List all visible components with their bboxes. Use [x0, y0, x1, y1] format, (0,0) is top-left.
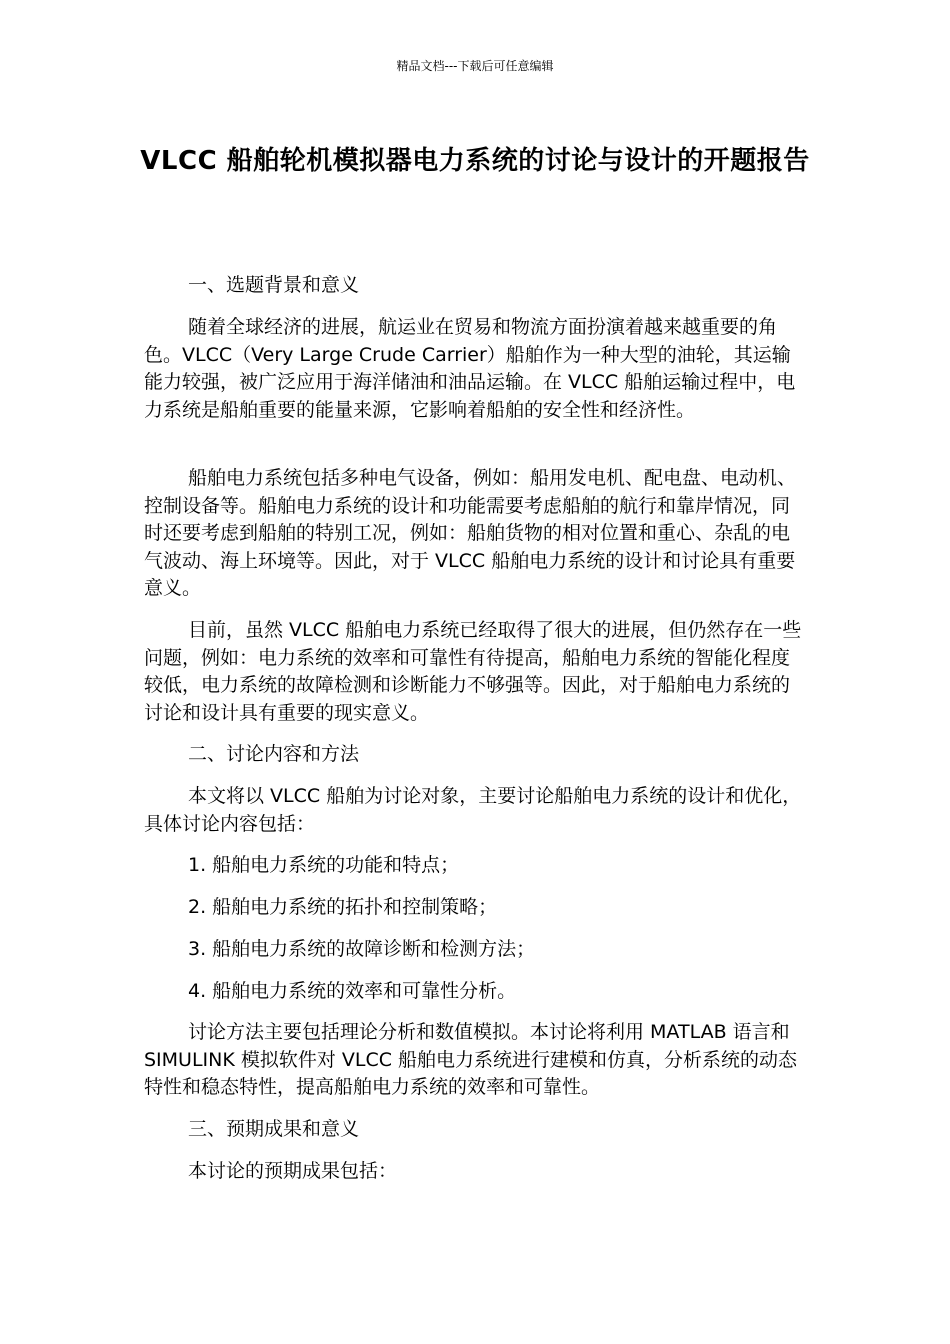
list-item-3-block — [144, 936, 804, 964]
paragraph-methods-intro — [144, 783, 804, 838]
section-heading: 三、预期成果和意义 — [188, 1118, 360, 1140]
header-note: 精品文档---下载后可任意编辑 — [396, 59, 554, 73]
section-heading-results — [144, 1116, 804, 1144]
list-item-1-block — [144, 852, 804, 880]
document-title: VLCC 船舶轮机模拟器电力系统的讨论与设计的开题报告 — [140, 146, 810, 176]
paragraph-methods — [144, 1019, 804, 1102]
paragraph: 本文将以 VLCC 船舶为讨论对象，主要讨论船舶电力系统的设计和优化，具体讨论内容包括： — [144, 785, 802, 835]
paragraph-background-1 — [144, 314, 804, 424]
list-item: 2. 船舶电力系统的拓扑和控制策略； — [188, 896, 498, 918]
section-heading: 二、讨论内容和方法 — [188, 743, 360, 765]
paragraph-background-3 — [144, 617, 804, 727]
section-heading: 一、选题背景和意义 — [188, 274, 360, 296]
list-item-4-block — [144, 978, 804, 1006]
paragraph: 本讨论的预期成果包括： — [188, 1160, 398, 1182]
section-heading-background — [144, 272, 804, 300]
list-item: 4. 船舶电力系统的效率和可靠性分析。 — [188, 980, 517, 1002]
paragraph: 讨论方法主要包括理论分析和数值模拟。本讨论将利用 MATLAB 语言和 SIMULINK 模拟软件对 VLCC 船舶电力系统进行建模和仿真，分析系统的动态特性和稳态特性，提高船舶电力系统的效率和可靠性。 — [144, 1021, 798, 1099]
section-heading-methods — [144, 741, 804, 769]
list-item: 3. 船舶电力系统的故障诊断和检测方法； — [188, 938, 536, 960]
list-item-2-block — [144, 894, 804, 922]
paragraph: 目前，虽然 VLCC 船舶电力系统已经取得了很大的进展，但仍然存在一些问题，例如：电力系统的效率和可靠性有待提高，船舶电力系统的智能化程度较低，电力系统的故障检测和诊断能力不够强等。因此，对于船舶电力系统的讨论和设计具有重要的现实意义。 — [144, 619, 802, 724]
paragraph: 随着全球经济的进展，航运业在贸易和物流方面扮演着越来越重要的角色。VLCC（Very Large Crude Carrier）船舶作为一种大型的油轮，其运输能力较强，被广泛应用于海洋储油和油品运输。在 VLCC 船舶运输过程中，电力系统是船舶重要的能量来源，它影响着船舶的安全性和经济性。 — [144, 316, 796, 421]
paragraph-results-intro — [144, 1158, 804, 1186]
paragraph: 船舶电力系统包括多种电气设备，例如：船用发电机、配电盘、电动机、控制设备等。船舶电力系统的设计和功能需要考虑船舶的航行和靠岸情况，同时还要考虑到船舶的特别工况，例如：船舶货物的相对位置和重心、杂乱的电气波动、海上环境等。因此，对于 VLCC 船舶电力系统的设计和讨论具有重要意义。 — [144, 467, 797, 600]
list-item: 1. 船舶电力系统的功能和特点； — [188, 854, 460, 876]
paragraph-background-2 — [144, 465, 804, 603]
